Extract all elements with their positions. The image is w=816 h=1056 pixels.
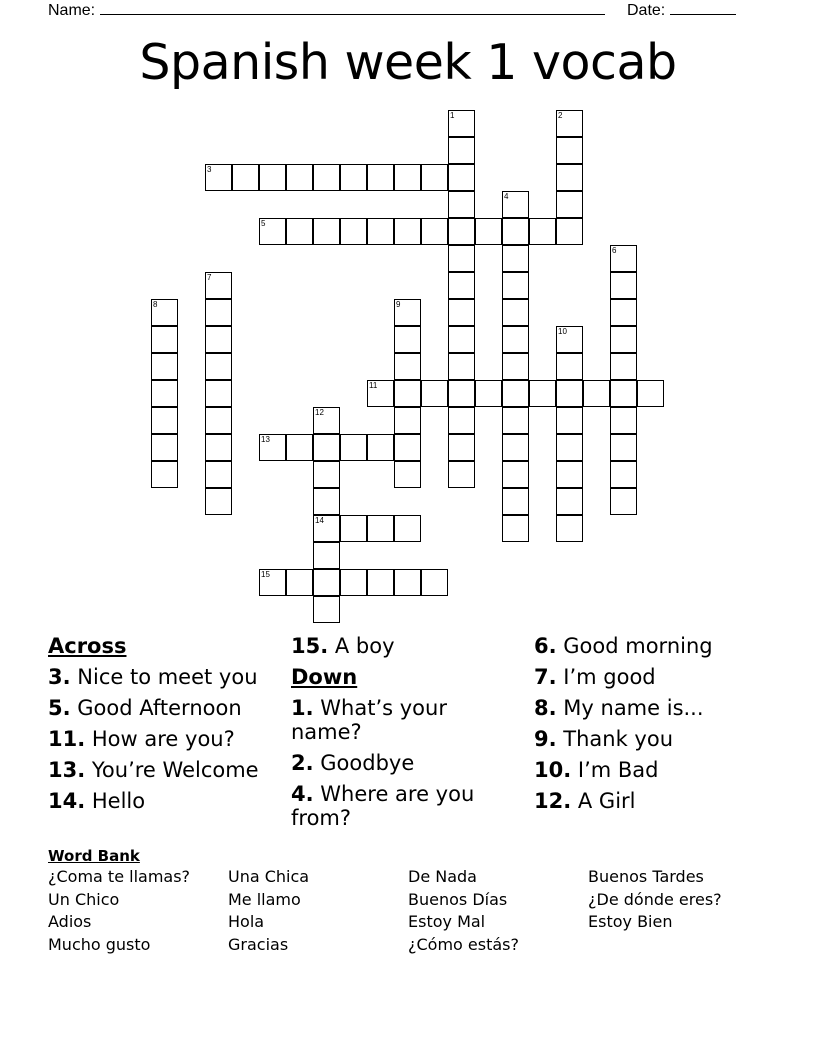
crossword-cell[interactable] — [205, 461, 232, 488]
crossword-cell[interactable] — [556, 137, 583, 164]
crossword-cell[interactable] — [340, 218, 367, 245]
crossword-cell[interactable] — [610, 488, 637, 515]
crossword-cell[interactable] — [475, 380, 502, 407]
crossword-cell[interactable] — [286, 569, 313, 596]
crossword-cell[interactable] — [151, 353, 178, 380]
crossword-cell[interactable] — [448, 245, 475, 272]
word-bank-item: Buenos Tardes — [588, 867, 704, 886]
crossword-cell[interactable] — [394, 380, 421, 407]
clue-across-11: 11. How are you? — [48, 727, 235, 751]
crossword-cell[interactable] — [394, 407, 421, 434]
clue-down-9: 9. Thank you — [534, 727, 674, 751]
clues-column-3 — [534, 630, 774, 820]
crossword-cell[interactable] — [286, 164, 313, 191]
crossword-cell[interactable] — [394, 326, 421, 353]
cell-number: 5 — [261, 219, 266, 228]
crossword-cell[interactable] — [151, 434, 178, 461]
crossword-cell[interactable] — [502, 353, 529, 380]
crossword-cell[interactable] — [421, 569, 448, 596]
cell-number: 11 — [369, 381, 378, 390]
crossword-cell[interactable] — [367, 434, 394, 461]
word-bank-item: Una Chica — [228, 867, 310, 886]
crossword-cell[interactable] — [286, 218, 313, 245]
clue-down-12: 12. A Girl — [534, 789, 636, 813]
crossword-cell[interactable] — [556, 218, 583, 245]
word-bank-column — [588, 866, 768, 956]
crossword-cell[interactable] — [556, 515, 583, 542]
crossword-cell[interactable] — [151, 380, 178, 407]
crossword-cell[interactable] — [367, 164, 394, 191]
crossword-cell[interactable] — [502, 218, 529, 245]
crossword-cell[interactable] — [313, 542, 340, 569]
crossword-cell[interactable] — [556, 110, 583, 137]
word-bank-item: Adios — [48, 912, 92, 932]
clue-across-15: 15. A boy — [291, 634, 395, 658]
crossword-cell[interactable] — [529, 218, 556, 245]
crossword-cell[interactable] — [367, 380, 394, 407]
crossword-cell[interactable] — [151, 461, 178, 488]
crossword-cell[interactable] — [556, 164, 583, 191]
crossword-cell[interactable] — [556, 380, 583, 407]
crossword-cell[interactable] — [394, 434, 421, 461]
crossword-cell[interactable] — [394, 218, 421, 245]
crossword-cell[interactable] — [448, 110, 475, 137]
crossword-cell[interactable] — [151, 326, 178, 353]
word-bank-item: Hola — [228, 912, 265, 932]
crossword-cell[interactable] — [205, 272, 232, 299]
crossword-cell[interactable] — [313, 596, 340, 623]
word-bank — [48, 846, 768, 956]
crossword-cell[interactable] — [502, 191, 529, 218]
crossword-cell[interactable] — [610, 380, 637, 407]
crossword-cell[interactable] — [259, 569, 286, 596]
crossword-cell[interactable] — [475, 218, 502, 245]
word-bank-column — [228, 866, 408, 956]
cell-number: 14 — [315, 516, 324, 525]
crossword-cell[interactable] — [232, 164, 259, 191]
crossword-cell[interactable] — [340, 434, 367, 461]
crossword-cell[interactable] — [394, 515, 421, 542]
word-bank-column — [408, 866, 588, 956]
clues-column-2 — [291, 630, 523, 837]
crossword-cell[interactable] — [502, 434, 529, 461]
clue-down-10: 10. I’m Bad — [534, 758, 659, 782]
crossword-cell[interactable] — [205, 353, 232, 380]
crossword-cell[interactable] — [205, 407, 232, 434]
date-label: Date: — [627, 2, 666, 19]
cell-number: 3 — [207, 165, 212, 174]
crossword-cell[interactable] — [313, 461, 340, 488]
cell-number: 1 — [450, 111, 455, 120]
crossword-cell[interactable] — [367, 515, 394, 542]
crossword-cell[interactable] — [313, 515, 340, 542]
cell-number: 4 — [504, 192, 509, 201]
across-heading: Across — [48, 634, 127, 658]
crossword-cell[interactable] — [259, 434, 286, 461]
crossword-cell[interactable] — [610, 326, 637, 353]
word-bank-item: Un Chico — [48, 889, 120, 909]
crossword-cell[interactable] — [313, 164, 340, 191]
cell-number: 8 — [153, 300, 158, 309]
crossword-cell[interactable] — [502, 461, 529, 488]
crossword-cell[interactable] — [313, 407, 340, 434]
crossword-cell[interactable] — [448, 218, 475, 245]
clue-down-4: 4. Where are you from? — [291, 782, 475, 830]
crossword-cell[interactable] — [502, 380, 529, 407]
crossword-cell[interactable] — [394, 299, 421, 326]
clue-across-13: 13. You’re Welcome — [48, 758, 259, 782]
crossword-cell[interactable] — [448, 461, 475, 488]
crossword-cell[interactable] — [502, 488, 529, 515]
clue-across-5: 5. Good Afternoon — [48, 696, 242, 720]
clues-column-1 — [48, 630, 280, 820]
crossword-cell[interactable] — [205, 164, 232, 191]
crossword-cell[interactable] — [340, 515, 367, 542]
crossword-cell[interactable] — [286, 434, 313, 461]
crossword-cell[interactable] — [502, 515, 529, 542]
crossword-cell[interactable] — [610, 407, 637, 434]
crossword-cell[interactable] — [637, 380, 664, 407]
word-bank-item: De Nada — [408, 867, 477, 886]
crossword-cell[interactable] — [448, 272, 475, 299]
crossword-cell[interactable] — [556, 461, 583, 488]
crossword-cell[interactable] — [421, 380, 448, 407]
crossword-cell[interactable] — [259, 164, 286, 191]
word-bank-column — [48, 866, 228, 956]
word-bank-item: Estoy Mal — [408, 912, 486, 932]
word-bank-item: ¿De dónde eres? — [588, 889, 722, 909]
crossword-cell[interactable] — [313, 569, 340, 596]
cell-number: 10 — [558, 327, 567, 336]
clue-down-2: 2. Goodbye — [291, 751, 415, 775]
crossword-cell[interactable] — [556, 407, 583, 434]
crossword-cell[interactable] — [448, 407, 475, 434]
word-bank-item: Gracias — [228, 934, 289, 954]
crossword-cell[interactable] — [259, 218, 286, 245]
crossword-cell[interactable] — [529, 380, 556, 407]
crossword-cell[interactable] — [610, 299, 637, 326]
crossword-cell[interactable] — [448, 326, 475, 353]
crossword-cell[interactable] — [610, 461, 637, 488]
cell-number: 7 — [207, 273, 212, 282]
crossword-cell[interactable] — [394, 353, 421, 380]
down-heading: Down — [291, 665, 358, 689]
cell-number: 12 — [315, 408, 324, 417]
crossword-cell[interactable] — [610, 245, 637, 272]
crossword-cell[interactable] — [610, 272, 637, 299]
crossword-cell[interactable] — [583, 380, 610, 407]
clue-down-6: 6. Good morning — [534, 634, 713, 658]
crossword-cell[interactable] — [394, 164, 421, 191]
word-bank-heading: Word Bank — [48, 847, 140, 865]
crossword-cell[interactable] — [448, 434, 475, 461]
crossword-cell[interactable] — [205, 488, 232, 515]
word-bank-item: Mucho gusto — [48, 934, 151, 954]
cell-number: 9 — [396, 300, 401, 309]
crossword-cell[interactable] — [448, 353, 475, 380]
crossword-cell[interactable] — [421, 164, 448, 191]
crossword-cell[interactable] — [556, 326, 583, 353]
crossword-cell[interactable] — [205, 380, 232, 407]
crossword-cell[interactable] — [448, 164, 475, 191]
crossword-cell[interactable] — [556, 353, 583, 380]
crossword-cell[interactable] — [421, 218, 448, 245]
name-label: Name: — [48, 2, 96, 19]
crossword-cell[interactable] — [448, 137, 475, 164]
crossword-cell[interactable] — [448, 380, 475, 407]
crossword-cell[interactable] — [367, 218, 394, 245]
crossword-cell[interactable] — [448, 191, 475, 218]
crossword-cell[interactable] — [502, 272, 529, 299]
crossword-cell[interactable] — [205, 434, 232, 461]
word-bank-item: Buenos Días — [408, 889, 508, 909]
word-bank-item: ¿Coma te llamas? — [48, 867, 191, 886]
cell-number: 13 — [261, 435, 270, 444]
crossword-cell[interactable] — [151, 299, 178, 326]
crossword-cell[interactable] — [502, 407, 529, 434]
crossword-cell[interactable] — [502, 326, 529, 353]
crossword-cell[interactable] — [394, 569, 421, 596]
crossword-cell[interactable] — [610, 434, 637, 461]
clue-across-14: 14. Hello — [48, 789, 146, 813]
page-title: Spanish week 1 vocab — [139, 34, 677, 91]
crossword-cell[interactable] — [556, 488, 583, 515]
crossword-cell[interactable] — [556, 191, 583, 218]
crossword-cell[interactable] — [340, 569, 367, 596]
crossword-cell[interactable] — [502, 299, 529, 326]
crossword-cell[interactable] — [205, 299, 232, 326]
crossword-cell[interactable] — [394, 461, 421, 488]
crossword-cell[interactable] — [313, 218, 340, 245]
cell-number: 15 — [261, 570, 270, 579]
crossword-cell[interactable] — [313, 434, 340, 461]
crossword-cell[interactable] — [610, 353, 637, 380]
cell-number: 6 — [612, 246, 617, 255]
cell-number: 2 — [558, 111, 563, 120]
crossword-cell[interactable] — [205, 326, 232, 353]
word-bank-item: Estoy Bien — [588, 912, 673, 932]
crossword-cell[interactable] — [502, 245, 529, 272]
clue-down-7: 7. I’m good — [534, 665, 656, 689]
word-bank-item: ¿Cómo estás? — [408, 934, 519, 954]
clue-down-8: 8. My name is... — [534, 696, 704, 720]
crossword-cell[interactable] — [340, 164, 367, 191]
crossword-cell[interactable] — [367, 569, 394, 596]
crossword-cell[interactable] — [313, 488, 340, 515]
word-bank-item: Me llamo — [228, 889, 301, 909]
crossword-cell[interactable] — [151, 407, 178, 434]
clue-across-3: 3. Nice to meet you — [48, 665, 258, 689]
crossword-cell[interactable] — [556, 434, 583, 461]
crossword-cell[interactable] — [448, 299, 475, 326]
clue-down-1: 1. What’s your name? — [291, 696, 447, 744]
